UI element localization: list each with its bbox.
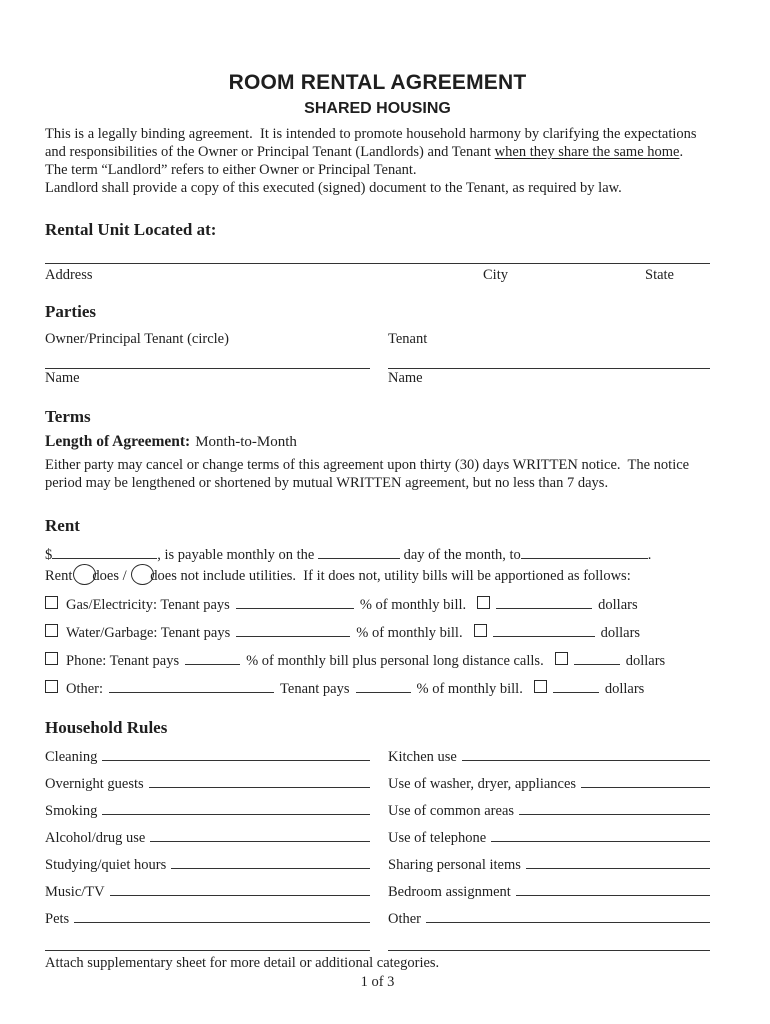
rule-row-cleaning bbox=[45, 748, 370, 766]
rule-row-overnight-guests bbox=[45, 775, 370, 793]
rule-row-bedroom bbox=[388, 883, 710, 901]
phone-dollars-blank[interactable] bbox=[574, 654, 620, 665]
rule-label-sharing-items: Sharing personal items bbox=[388, 857, 521, 873]
address-labels-row bbox=[45, 266, 710, 284]
rule-blank-pets[interactable] bbox=[74, 921, 370, 923]
rental-unit-heading: Rental Unit Located at: bbox=[45, 220, 217, 239]
rent-payable-line bbox=[45, 546, 710, 564]
phone-label: Phone: Tenant pays bbox=[66, 653, 180, 669]
water-dollars-label: dollars bbox=[600, 625, 641, 641]
extra-rule-line-right[interactable] bbox=[388, 928, 710, 951]
gas-percent-blank[interactable] bbox=[236, 598, 354, 609]
rent-line-period: . bbox=[647, 547, 652, 563]
intro-underlined-phrase: when they share the same home bbox=[494, 144, 680, 160]
rent-amount-blank[interactable] bbox=[52, 548, 157, 559]
household-rules-heading: Household Rules bbox=[45, 718, 168, 737]
phone-flat-fee-checkbox[interactable] bbox=[555, 652, 568, 665]
other-utility-checkbox[interactable] bbox=[45, 680, 58, 693]
choice-separator: / bbox=[118, 568, 131, 584]
utility-row-phone bbox=[45, 652, 710, 670]
rule-label-overnight-guests: Overnight guests bbox=[45, 776, 144, 792]
supplementary-note: Attach supplementary sheet for more detail or additional categories. bbox=[45, 955, 440, 971]
rule-label-common-areas: Use of common areas bbox=[388, 803, 515, 819]
rule-row-common-areas bbox=[388, 802, 710, 820]
gas-after-label: % of monthly bill. bbox=[359, 597, 467, 613]
parties-columns bbox=[45, 330, 710, 387]
rule-row-telephone bbox=[388, 829, 710, 847]
rule-label-alcohol: Alcohol/drug use bbox=[45, 830, 146, 846]
rule-row-pets bbox=[45, 910, 370, 928]
does-not-option: does not include utilities. If it does not, utility bills will be apportioned as follows: bbox=[150, 568, 631, 584]
other-dollars-label: dollars bbox=[604, 681, 645, 697]
document-subtitle: SHARED HOUSING bbox=[304, 100, 451, 117]
rule-blank-overnight-guests[interactable] bbox=[149, 786, 370, 788]
length-of-agreement-line bbox=[45, 432, 710, 452]
rule-row-washer-dryer bbox=[388, 775, 710, 793]
length-of-agreement-value: Month-to-Month bbox=[195, 434, 297, 450]
other-percent-blank[interactable] bbox=[356, 682, 411, 693]
parties-heading: Parties bbox=[45, 302, 96, 321]
rule-blank-other[interactable] bbox=[426, 921, 710, 923]
intro-paragraph bbox=[45, 125, 710, 179]
rule-blank-sharing-items[interactable] bbox=[526, 867, 710, 869]
gas-dollars-label: dollars bbox=[598, 597, 638, 613]
rule-label-pets: Pets bbox=[45, 911, 70, 927]
rule-label-studying: Studying/quiet hours bbox=[45, 857, 167, 873]
other-utility-mid-label: Tenant pays bbox=[280, 681, 350, 697]
rent-payee-blank[interactable] bbox=[521, 548, 648, 559]
extra-rule-line-left[interactable] bbox=[45, 928, 370, 951]
gas-flat-fee-checkbox[interactable] bbox=[477, 596, 490, 609]
phone-dollars-label: dollars bbox=[625, 653, 666, 669]
rent-utilities-choice-line bbox=[45, 564, 710, 586]
water-after-label: % of monthly bill. bbox=[356, 625, 463, 641]
gas-dollars-blank[interactable] bbox=[496, 598, 592, 609]
address-field-line[interactable] bbox=[45, 263, 710, 264]
rule-blank-cleaning[interactable] bbox=[102, 759, 370, 761]
phone-after-label: % of monthly bill plus personal long distance calls. bbox=[246, 653, 544, 669]
rent-heading: Rent bbox=[45, 516, 80, 535]
rule-label-music-tv: Music/TV bbox=[45, 884, 105, 900]
rule-blank-telephone[interactable] bbox=[491, 840, 710, 842]
rule-blank-washer-dryer[interactable] bbox=[581, 786, 710, 788]
utility-row-other bbox=[45, 680, 710, 698]
notice-paragraph: Either party may cancel or change terms of this agreement upon thirty (30) days WRITTEN notice. The notice period may be lengthened or shortened by mutual WRITTEN agreement, but no less than 7 days. bbox=[45, 457, 693, 491]
dollar-sign: $ bbox=[45, 547, 53, 563]
document-content bbox=[45, 70, 710, 991]
phone-percent-blank[interactable] bbox=[185, 654, 240, 665]
other-dollars-blank[interactable] bbox=[553, 682, 599, 693]
tenant-party-block bbox=[388, 330, 710, 387]
gas-checkbox[interactable] bbox=[45, 596, 58, 609]
tenant-label: Tenant bbox=[388, 331, 428, 347]
rule-row-smoking bbox=[45, 802, 370, 820]
rule-blank-studying[interactable] bbox=[171, 867, 370, 869]
rent-payee-text: day of the month, to bbox=[399, 547, 521, 563]
state-label: State bbox=[645, 267, 674, 283]
rule-label-bedroom: Bedroom assignment bbox=[388, 884, 511, 900]
water-flat-fee-checkbox[interactable] bbox=[474, 624, 487, 637]
rule-label-kitchen: Kitchen use bbox=[388, 749, 457, 765]
rule-label-cleaning: Cleaning bbox=[45, 749, 98, 765]
other-utility-label: Other: bbox=[66, 681, 104, 697]
rule-label-smoking: Smoking bbox=[45, 803, 98, 819]
owner-label: Owner/Principal Tenant (circle) bbox=[45, 331, 229, 347]
household-rules-columns bbox=[45, 739, 710, 951]
rules-right-column bbox=[388, 739, 710, 951]
water-percent-blank[interactable] bbox=[236, 626, 350, 637]
phone-checkbox[interactable] bbox=[45, 652, 58, 665]
rule-row-sharing-items bbox=[388, 856, 710, 874]
does-option: does bbox=[92, 568, 119, 584]
water-label: Water/Garbage: Tenant pays bbox=[66, 625, 231, 641]
rule-blank-kitchen[interactable] bbox=[462, 759, 710, 761]
rent-choice-prefix: Rent bbox=[45, 568, 73, 584]
intro-text-before: This is a legally binding agreement. It is intended to promote household harmony by clarifying the expectations and responsibilities of the Owner or Principal Tenant (Landlords) and Tenant bbox=[45, 126, 701, 160]
owner-name-label: Name bbox=[45, 370, 80, 386]
other-flat-fee-checkbox[interactable] bbox=[534, 680, 547, 693]
page-number: 1 of 3 bbox=[360, 974, 395, 990]
address-label: Address bbox=[45, 267, 93, 283]
rule-blank-music-tv[interactable] bbox=[110, 894, 370, 896]
rule-label-other: Other bbox=[388, 911, 422, 927]
rent-payable-text: , is payable monthly on the bbox=[157, 547, 318, 563]
water-dollars-blank[interactable] bbox=[493, 626, 595, 637]
rule-row-studying bbox=[45, 856, 370, 874]
rule-row-music-tv bbox=[45, 883, 370, 901]
tenant-name-label: Name bbox=[388, 370, 423, 386]
rule-row-alcohol bbox=[45, 829, 370, 847]
city-label: City bbox=[483, 267, 508, 283]
intro-text-after: . The term “Landlord” refers to either Owner or Principal Tenant. bbox=[45, 144, 691, 178]
rule-blank-bedroom[interactable] bbox=[516, 894, 710, 896]
owner-party-block bbox=[45, 330, 370, 387]
rules-left-column bbox=[45, 739, 370, 951]
rule-blank-common-areas[interactable] bbox=[519, 813, 710, 815]
utility-row-gas bbox=[45, 596, 710, 614]
rule-blank-smoking[interactable] bbox=[102, 813, 370, 815]
rule-label-telephone: Use of telephone bbox=[388, 830, 487, 846]
rule-row-kitchen bbox=[388, 748, 710, 766]
document-title: ROOM RENTAL AGREEMENT bbox=[228, 71, 527, 94]
rule-label-washer-dryer: Use of washer, dryer, appliances bbox=[388, 776, 577, 792]
other-utility-name-blank[interactable] bbox=[109, 682, 274, 693]
utility-row-water bbox=[45, 624, 710, 642]
water-checkbox[interactable] bbox=[45, 624, 58, 637]
rent-day-blank[interactable] bbox=[318, 548, 400, 559]
rule-row-other bbox=[388, 910, 710, 928]
gas-label: Gas/Electricity: Tenant pays bbox=[66, 597, 230, 613]
other-after-label: % of monthly bill. bbox=[416, 681, 523, 697]
terms-heading: Terms bbox=[45, 407, 91, 426]
length-of-agreement-label: Length of Agreement: bbox=[45, 433, 191, 450]
intro-law-note: Landlord shall provide a copy of this executed (signed) document to the Tenant, as required by law. bbox=[45, 180, 622, 196]
rule-blank-alcohol[interactable] bbox=[150, 840, 370, 842]
